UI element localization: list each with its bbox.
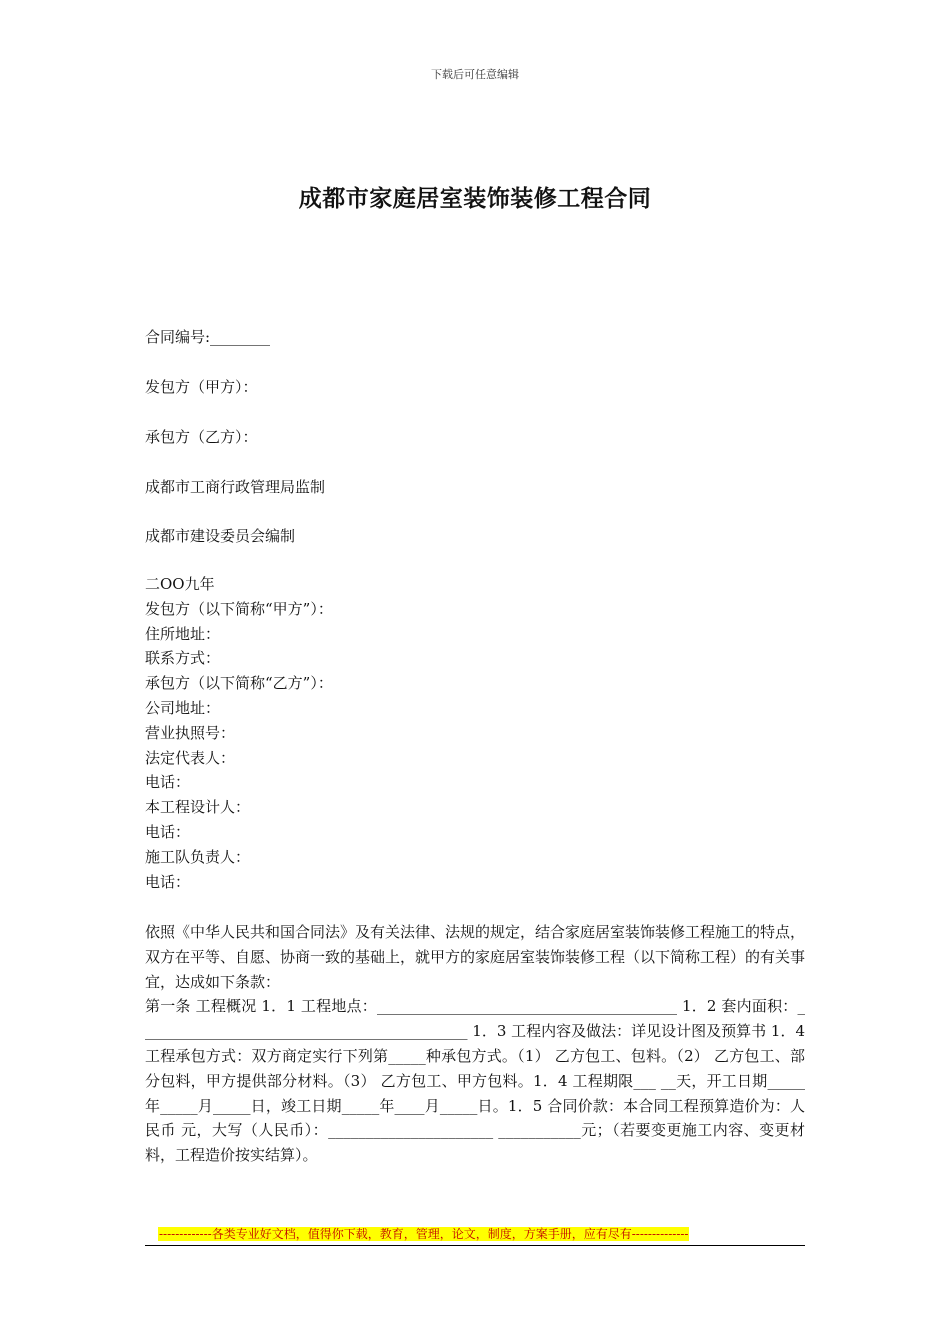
supervisor-line: 成都市工商行政管理局监制 [145,478,326,496]
party-b-line: 承包方（乙方）： [145,428,258,446]
compiler-line: 成都市建设委员会编制 [145,527,296,545]
document-title: 成都市家庭居室装饰装修工程合同 [298,185,652,212]
party-a-line: 发包方（甲方）： [145,378,258,396]
party-b-full-line: 承包方（以下简称“乙方”）： [145,674,333,693]
contact-line: 联系方式： [145,649,221,668]
footer-banner: -------------各类专业好文档，值得你下载，教育，管理，论文，制度，方案手册，应有尽有-------------- [159,1227,689,1241]
phone-line: 电话： [145,822,191,841]
footer [145,1225,805,1246]
article-1-paragraph: 第一条 工程概况 1．1 工程地点：________________________________________ 1．2 套内面积：____________________________________________ 1．3 工程内容及做法：详见设计图及预算书 1．4 工程承包方式：双方商定实行下列第_____种承包方式。（1） 乙方包工、包料。（2） 乙方包工、部分包料，甲方提供部分材料。（3） 乙方包工、甲方包料。1．4 工程期限___ __天，开工日期_____年_____月_____日，竣工日期_____年____月_____日。1．5 合同价款：本合同工程预算造价为：人民币 元，大写（人民币）：______________________ ___________元；（若要变更施工内容、变更材料，工程造价按实结算）。 [145,997,805,1165]
header-note: 下载后可任意编辑 [431,68,519,81]
phone-line: 电话： [145,872,191,891]
intro-paragraph: 依照《中华人民共和国合同法》及有关法律、法规的规定，结合家庭居室装饰装修工程施工的特点，双方在平等、自愿、协商一致的基础上，就甲方的家庭居室装饰装修工程（以下简称工程）的有关事宜，达成如下条款： [145,923,806,991]
party-a-full-line: 发包方（以下简称“甲方”）： [145,599,333,618]
team-leader-line: 施工队负责人： [145,847,251,866]
party-info-block [145,572,333,894]
license-number-line: 营业执照号： [145,723,236,742]
contract-body [145,920,805,1168]
legal-representative-line: 法定代表人： [145,748,236,767]
designer-line: 本工程设计人： [145,798,251,817]
phone-line: 电话： [145,773,191,792]
address-line: 住所地址： [145,624,221,643]
company-address-line: 公司地址： [145,698,221,717]
contract-number-line: 合同编号:________ [145,328,271,346]
year-line: 二OO九年 [145,575,215,593]
